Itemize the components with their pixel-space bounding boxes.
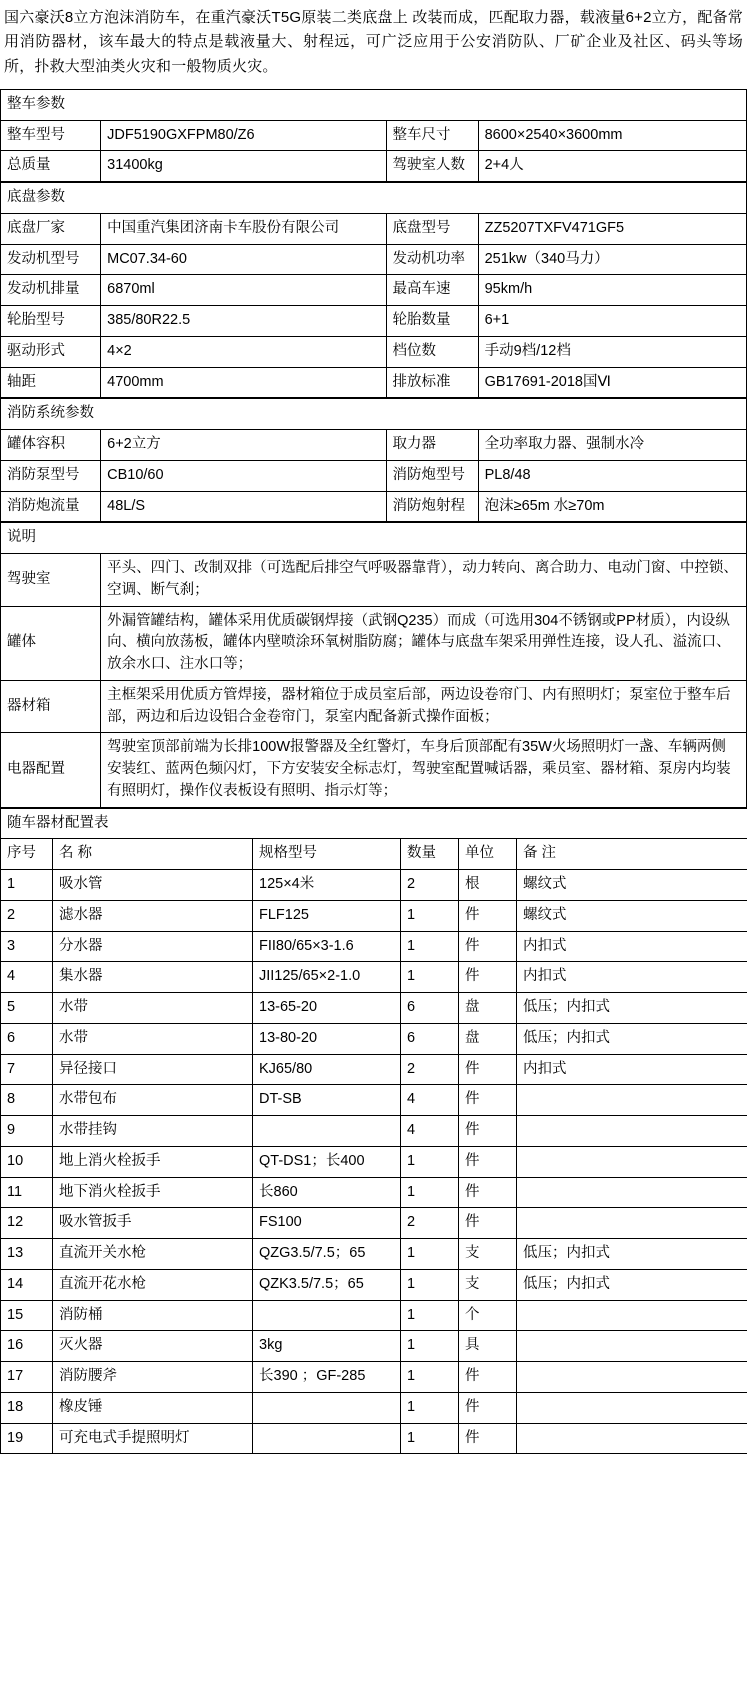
cell-model: QT-DS1；长400 xyxy=(253,1146,401,1177)
column-header-model: 规格型号 xyxy=(253,839,401,870)
param-label: 整车型号 xyxy=(1,120,101,151)
table-row xyxy=(1,1054,747,1085)
cell-unit: 件 xyxy=(459,962,517,993)
cell-name: 滤水器 xyxy=(53,900,253,931)
param-value: 385/80R22.5 xyxy=(101,306,386,337)
cell-remark: 低压；内扣式 xyxy=(517,1269,747,1300)
param-value: 4×2 xyxy=(101,336,386,367)
param-value: 251kw（340马力） xyxy=(478,244,746,275)
section-header-row xyxy=(1,523,747,554)
param-value: 中国重汽集团济南卡车股份有限公司 xyxy=(101,213,386,244)
table-row xyxy=(1,1208,747,1239)
cell-quantity: 2 xyxy=(401,870,459,901)
description-label: 电器配置 xyxy=(1,733,101,807)
cell-index: 9 xyxy=(1,1116,53,1147)
cell-unit: 支 xyxy=(459,1269,517,1300)
column-header-remark: 备 注 xyxy=(517,839,747,870)
cell-unit: 个 xyxy=(459,1300,517,1331)
cell-model: FLF125 xyxy=(253,900,401,931)
table-row xyxy=(1,120,747,151)
param-value: 全功率取力器、强制水冷 xyxy=(478,430,746,461)
cell-index: 16 xyxy=(1,1331,53,1362)
cell-remark xyxy=(517,1362,747,1393)
cell-remark: 内扣式 xyxy=(517,962,747,993)
param-value: 手动9档/12档 xyxy=(478,336,746,367)
equipment-header-row xyxy=(1,839,747,870)
cell-index: 14 xyxy=(1,1269,53,1300)
cell-index: 13 xyxy=(1,1239,53,1270)
cell-model: FII80/65×3-1.6 xyxy=(253,931,401,962)
cell-name: 直流开关水枪 xyxy=(53,1239,253,1270)
param-value: PL8/48 xyxy=(478,460,746,491)
param-value: CB10/60 xyxy=(101,460,386,491)
cell-remark xyxy=(517,1392,747,1423)
cell-unit: 件 xyxy=(459,1054,517,1085)
column-header-name: 名 称 xyxy=(53,839,253,870)
cell-model: 13-80-20 xyxy=(253,1023,401,1054)
cell-name: 直流开花水枪 xyxy=(53,1269,253,1300)
cell-quantity: 4 xyxy=(401,1116,459,1147)
param-label: 轮胎数量 xyxy=(386,306,478,337)
table-row xyxy=(1,554,747,607)
cell-unit: 件 xyxy=(459,931,517,962)
table-row xyxy=(1,900,747,931)
equipment-table xyxy=(0,808,747,1455)
section-header-row xyxy=(1,399,747,430)
cell-unit: 件 xyxy=(459,900,517,931)
table-row xyxy=(1,430,747,461)
cell-model xyxy=(253,1300,401,1331)
cell-name: 集水器 xyxy=(53,962,253,993)
cell-unit: 件 xyxy=(459,1146,517,1177)
cell-unit: 根 xyxy=(459,870,517,901)
table-row xyxy=(1,275,747,306)
cell-remark xyxy=(517,1423,747,1454)
param-value: 6870ml xyxy=(101,275,386,306)
cell-remark: 低压；内扣式 xyxy=(517,993,747,1024)
param-value: ZZ5207TXFV471GF5 xyxy=(478,213,746,244)
param-value: 泡沫≥65m 水≥70m xyxy=(478,491,746,522)
cell-model: 长860 xyxy=(253,1177,401,1208)
cell-remark: 内扣式 xyxy=(517,931,747,962)
table-row xyxy=(1,870,747,901)
table-row xyxy=(1,1392,747,1423)
cell-unit: 件 xyxy=(459,1177,517,1208)
param-label: 整车尺寸 xyxy=(386,120,478,151)
param-label: 最高车速 xyxy=(386,275,478,306)
table-row xyxy=(1,1362,747,1393)
cell-index: 15 xyxy=(1,1300,53,1331)
table-row xyxy=(1,1269,747,1300)
cell-model: QZK3.5/7.5；65 xyxy=(253,1269,401,1300)
cell-unit: 具 xyxy=(459,1331,517,1362)
cell-index: 1 xyxy=(1,870,53,901)
table-row xyxy=(1,1023,747,1054)
column-header-unit: 单位 xyxy=(459,839,517,870)
table-row xyxy=(1,151,747,182)
cell-name: 水带 xyxy=(53,1023,253,1054)
chassis-params-table xyxy=(0,182,747,398)
cell-remark: 内扣式 xyxy=(517,1054,747,1085)
cell-name: 吸水管扳手 xyxy=(53,1208,253,1239)
cell-name: 分水器 xyxy=(53,931,253,962)
param-label: 消防泵型号 xyxy=(1,460,101,491)
section-header-row xyxy=(1,183,747,214)
cell-name: 消防桶 xyxy=(53,1300,253,1331)
table-row xyxy=(1,962,747,993)
cell-name: 水带包布 xyxy=(53,1085,253,1116)
cell-unit: 件 xyxy=(459,1085,517,1116)
param-value: MC07.34-60 xyxy=(101,244,386,275)
cell-name: 地下消火栓扳手 xyxy=(53,1177,253,1208)
cell-remark: 低压；内扣式 xyxy=(517,1023,747,1054)
cell-index: 11 xyxy=(1,1177,53,1208)
cell-quantity: 1 xyxy=(401,1269,459,1300)
param-label: 档位数 xyxy=(386,336,478,367)
cell-quantity: 1 xyxy=(401,1392,459,1423)
cell-unit: 件 xyxy=(459,1208,517,1239)
cell-quantity: 1 xyxy=(401,1146,459,1177)
table-row xyxy=(1,606,747,680)
section-title-description: 说明 xyxy=(1,523,747,554)
cell-unit: 件 xyxy=(459,1116,517,1147)
cell-remark: 螺纹式 xyxy=(517,900,747,931)
table-row xyxy=(1,733,747,807)
section-header-row xyxy=(1,89,747,120)
cell-quantity: 2 xyxy=(401,1054,459,1085)
intro-paragraph: 国六豪沃8立方泡沫消防车，在重汽豪沃T5G原装二类底盘上 改装而成，匹配取力器，载液量6+2立方，配备常用消防器材，该车最大的特点是载液量大、射程远，可广泛应用于公安消防队、厂矿企业及社区、码头等场所，扑救大型油类火灾和一般物质火灾。 xyxy=(4,9,743,75)
param-label: 底盘厂家 xyxy=(1,213,101,244)
cell-model xyxy=(253,1116,401,1147)
cell-model: 13-65-20 xyxy=(253,993,401,1024)
cell-index: 7 xyxy=(1,1054,53,1085)
cell-quantity: 1 xyxy=(401,900,459,931)
section-title-vehicle: 整车参数 xyxy=(1,89,747,120)
param-label: 罐体容积 xyxy=(1,430,101,461)
table-row xyxy=(1,1116,747,1147)
param-label: 底盘型号 xyxy=(386,213,478,244)
cell-remark xyxy=(517,1177,747,1208)
param-label: 轴距 xyxy=(1,367,101,398)
vehicle-params-table xyxy=(0,89,747,182)
cell-quantity: 6 xyxy=(401,1023,459,1054)
param-value: 2+4人 xyxy=(478,151,746,182)
cell-name: 灭火器 xyxy=(53,1331,253,1362)
section-title-fire-system: 消防系统参数 xyxy=(1,399,747,430)
param-label: 消防炮流量 xyxy=(1,491,101,522)
param-label: 取力器 xyxy=(386,430,478,461)
table-row xyxy=(1,460,747,491)
param-label: 排放标准 xyxy=(386,367,478,398)
cell-index: 12 xyxy=(1,1208,53,1239)
description-table xyxy=(0,522,747,807)
cell-unit: 盘 xyxy=(459,1023,517,1054)
param-value: JDF5190GXFPM80/Z6 xyxy=(101,120,386,151)
cell-quantity: 2 xyxy=(401,1208,459,1239)
cell-name: 吸水管 xyxy=(53,870,253,901)
description-text: 主框架采用优质方管焊接，器材箱位于成员室后部，两边设卷帘门、内有照明灯；泵室位于整车后部，两边和后边设铝合金卷帘门，泵室内配备新式操作面板； xyxy=(101,680,747,733)
table-row xyxy=(1,306,747,337)
table-row xyxy=(1,367,747,398)
cell-unit: 盘 xyxy=(459,993,517,1024)
param-value: 48L/S xyxy=(101,491,386,522)
cell-model: QZG3.5/7.5；65 xyxy=(253,1239,401,1270)
table-row xyxy=(1,244,747,275)
table-row xyxy=(1,931,747,962)
table-row xyxy=(1,491,747,522)
param-label: 总质量 xyxy=(1,151,101,182)
param-label: 发动机功率 xyxy=(386,244,478,275)
param-value: 6+1 xyxy=(478,306,746,337)
cell-name: 水带 xyxy=(53,993,253,1024)
description-label: 器材箱 xyxy=(1,680,101,733)
cell-index: 4 xyxy=(1,962,53,993)
section-title-equipment: 随车器材配置表 xyxy=(1,808,747,839)
table-row xyxy=(1,1085,747,1116)
cell-index: 6 xyxy=(1,1023,53,1054)
cell-remark xyxy=(517,1300,747,1331)
cell-model: KJ65/80 xyxy=(253,1054,401,1085)
cell-name: 水带挂钩 xyxy=(53,1116,253,1147)
cell-index: 5 xyxy=(1,993,53,1024)
param-label: 消防炮型号 xyxy=(386,460,478,491)
cell-remark: 螺纹式 xyxy=(517,870,747,901)
cell-model: FS100 xyxy=(253,1208,401,1239)
cell-quantity: 1 xyxy=(401,1331,459,1362)
param-value: 31400kg xyxy=(101,151,386,182)
cell-remark: 低压；内扣式 xyxy=(517,1239,747,1270)
cell-model xyxy=(253,1423,401,1454)
param-value: 95km/h xyxy=(478,275,746,306)
table-row xyxy=(1,1331,747,1362)
section-title-chassis: 底盘参数 xyxy=(1,183,747,214)
section-header-row xyxy=(1,808,747,839)
cell-unit: 件 xyxy=(459,1423,517,1454)
param-label: 消防炮射程 xyxy=(386,491,478,522)
table-row xyxy=(1,1300,747,1331)
cell-index: 3 xyxy=(1,931,53,962)
description-text: 驾驶室顶部前端为长排100W报警器及全红警灯，车身后顶部配有35W火场照明灯一盏、车辆两侧安装红、蓝两色频闪灯，下方安装安全标志灯，驾驶室配置喊话器，乘员室、器材箱、泵房内均装有照明灯，操作仪表板设有照明、指示灯等； xyxy=(101,733,747,807)
cell-remark xyxy=(517,1085,747,1116)
cell-model xyxy=(253,1392,401,1423)
description-text: 外漏管罐结构，罐体采用优质碳钢焊接（武钢Q235）而成（可选用304不锈钢或PP材质），内设纵向、横向放荡板，罐体内壁喷涂环氧树脂防腐；罐体与底盘车架采用弹性连接，设人孔、溢流口、放余水口、注水口等； xyxy=(101,606,747,680)
description-text: 平头、四门、改制双排（可选配后排空气呼吸器靠背），动力转向、离合助力、电动门窗、中控锁、空调、断气刹； xyxy=(101,554,747,607)
cell-model: JII125/65×2-1.0 xyxy=(253,962,401,993)
cell-unit: 件 xyxy=(459,1392,517,1423)
table-row xyxy=(1,1177,747,1208)
cell-name: 可充电式手提照明灯 xyxy=(53,1423,253,1454)
cell-unit: 件 xyxy=(459,1362,517,1393)
table-row xyxy=(1,993,747,1024)
cell-index: 18 xyxy=(1,1392,53,1423)
table-row xyxy=(1,1423,747,1454)
cell-name: 地上消火栓扳手 xyxy=(53,1146,253,1177)
cell-quantity: 4 xyxy=(401,1085,459,1116)
cell-remark xyxy=(517,1331,747,1362)
cell-index: 19 xyxy=(1,1423,53,1454)
cell-quantity: 1 xyxy=(401,962,459,993)
cell-name: 异径接口 xyxy=(53,1054,253,1085)
cell-index: 8 xyxy=(1,1085,53,1116)
cell-remark xyxy=(517,1208,747,1239)
cell-quantity: 1 xyxy=(401,1300,459,1331)
param-value: 8600×2540×3600mm xyxy=(478,120,746,151)
description-label: 驾驶室 xyxy=(1,554,101,607)
param-label: 轮胎型号 xyxy=(1,306,101,337)
cell-remark xyxy=(517,1146,747,1177)
cell-model: DT-SB xyxy=(253,1085,401,1116)
cell-name: 消防腰斧 xyxy=(53,1362,253,1393)
cell-quantity: 1 xyxy=(401,1177,459,1208)
table-row xyxy=(1,1239,747,1270)
fire-system-params-table xyxy=(0,398,747,522)
cell-model: 125×4米 xyxy=(253,870,401,901)
cell-quantity: 1 xyxy=(401,1423,459,1454)
cell-quantity: 1 xyxy=(401,1362,459,1393)
param-label: 发动机型号 xyxy=(1,244,101,275)
param-label: 发动机排量 xyxy=(1,275,101,306)
param-value: 4700mm xyxy=(101,367,386,398)
table-row xyxy=(1,213,747,244)
cell-model: 3kg xyxy=(253,1331,401,1362)
param-label: 驱动形式 xyxy=(1,336,101,367)
cell-unit: 支 xyxy=(459,1239,517,1270)
cell-remark xyxy=(517,1116,747,1147)
cell-model: 长390 ；GF-285 xyxy=(253,1362,401,1393)
column-header-quantity: 数量 xyxy=(401,839,459,870)
param-value: GB17691-2018国Ⅵ xyxy=(478,367,746,398)
cell-index: 17 xyxy=(1,1362,53,1393)
description-label: 罐体 xyxy=(1,606,101,680)
cell-index: 10 xyxy=(1,1146,53,1177)
param-label: 驾驶室人数 xyxy=(386,151,478,182)
cell-quantity: 1 xyxy=(401,931,459,962)
table-row xyxy=(1,680,747,733)
column-header-index: 序号 xyxy=(1,839,53,870)
cell-index: 2 xyxy=(1,900,53,931)
param-value: 6+2立方 xyxy=(101,430,386,461)
cell-name: 橡皮锤 xyxy=(53,1392,253,1423)
cell-quantity: 1 xyxy=(401,1239,459,1270)
table-row xyxy=(1,1146,747,1177)
table-row xyxy=(1,336,747,367)
cell-quantity: 6 xyxy=(401,993,459,1024)
